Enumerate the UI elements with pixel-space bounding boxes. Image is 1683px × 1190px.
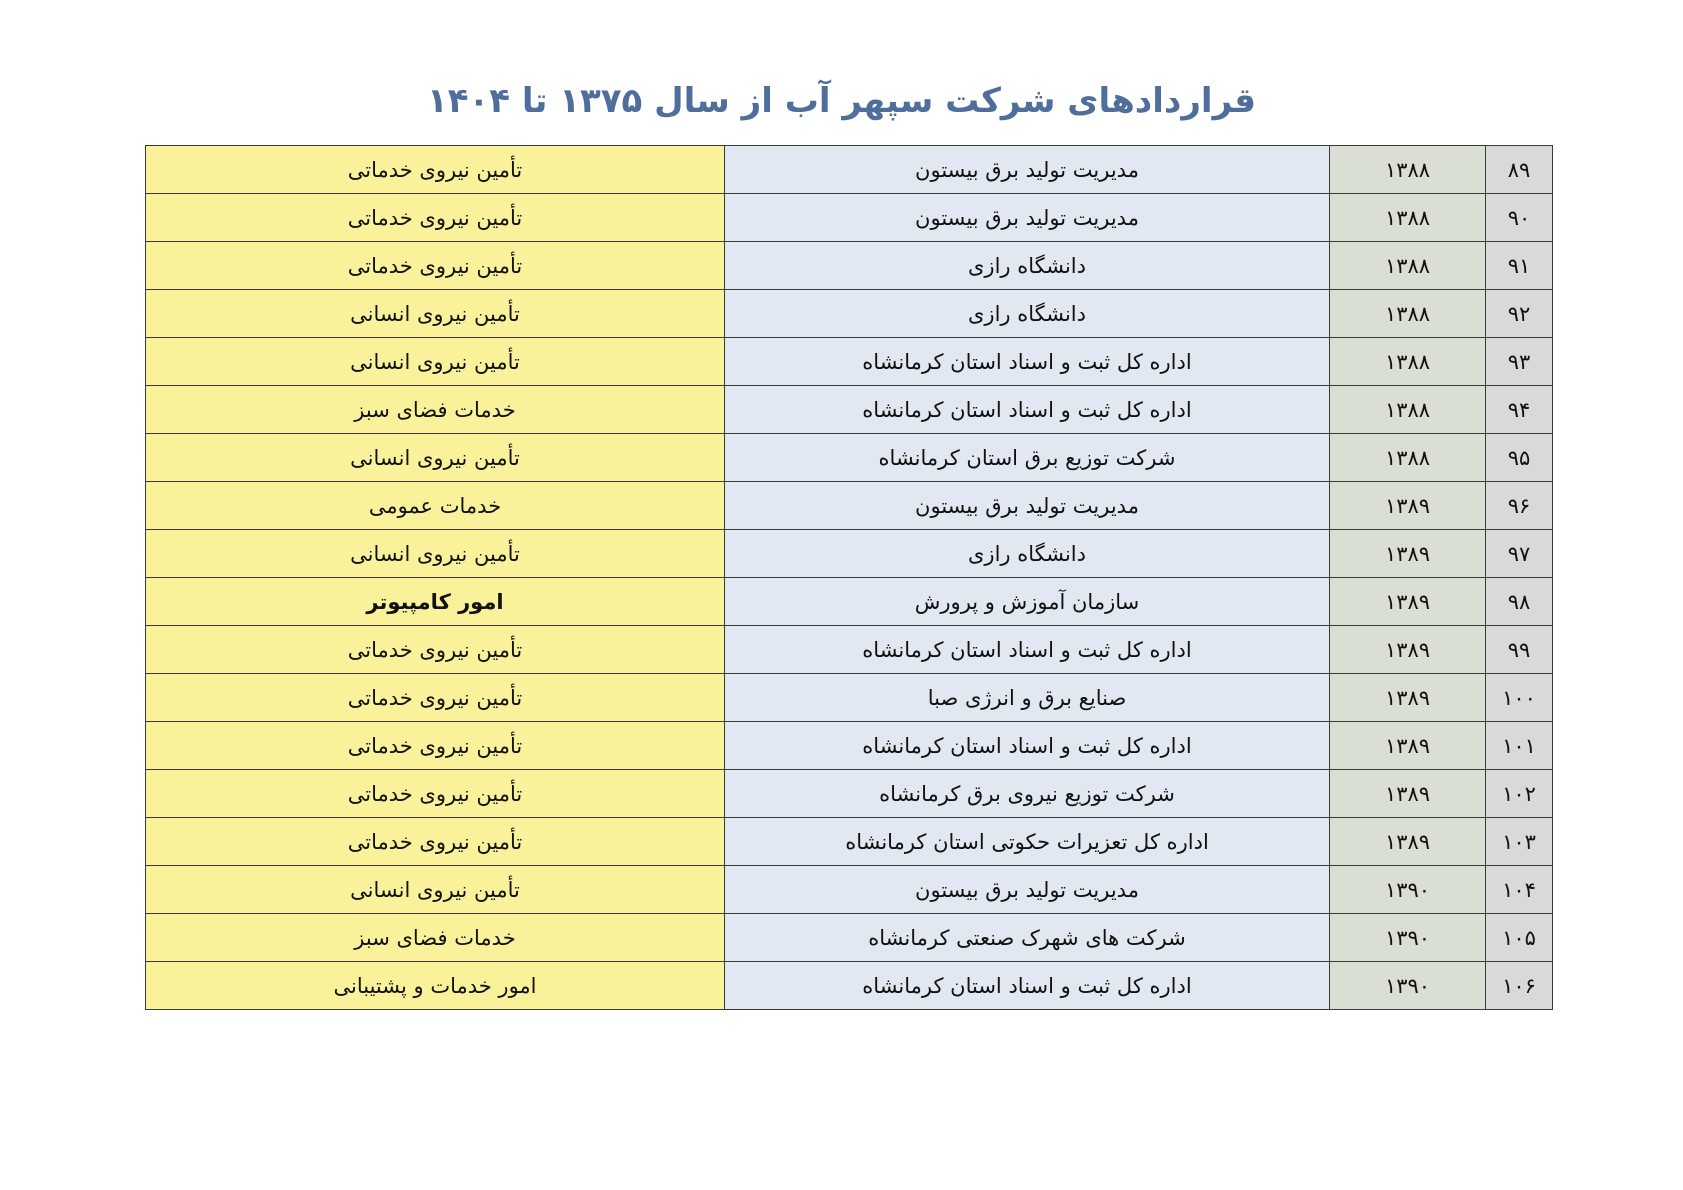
client-name: مدیریت تولید برق بیستون — [725, 194, 1330, 242]
contract-year: ۱۳۸۸ — [1330, 290, 1486, 338]
row-number: ۱۰۰ — [1486, 674, 1553, 722]
service-type: خدمات عمومی — [146, 482, 725, 530]
service-type: امور خدمات و پشتیبانی — [146, 962, 725, 1010]
row-number: ۱۰۶ — [1486, 962, 1553, 1010]
client-name: اداره کل ثبت و اسناد استان کرمانشاه — [725, 722, 1330, 770]
table-row — [146, 578, 1553, 626]
contract-year: ۱۳۹۰ — [1330, 914, 1486, 962]
table-row — [146, 914, 1553, 962]
contract-year: ۱۳۸۸ — [1330, 242, 1486, 290]
service-type: تأمین نیروی خدماتی — [146, 242, 725, 290]
client-name: دانشگاه رازی — [725, 242, 1330, 290]
contract-year: ۱۳۸۹ — [1330, 770, 1486, 818]
client-name: مدیریت تولید برق بیستون — [725, 866, 1330, 914]
table-row — [146, 626, 1553, 674]
row-number: ۱۰۴ — [1486, 866, 1553, 914]
row-number: ۱۰۲ — [1486, 770, 1553, 818]
client-name: دانشگاه رازی — [725, 290, 1330, 338]
contracts-table — [145, 145, 1553, 1010]
table-row — [146, 722, 1553, 770]
contract-year: ۱۳۸۸ — [1330, 194, 1486, 242]
contract-year: ۱۳۹۰ — [1330, 866, 1486, 914]
row-number: ۹۰ — [1486, 194, 1553, 242]
client-name: شرکت توزیع نیروی برق کرمانشاه — [725, 770, 1330, 818]
service-type: تأمین نیروی انسانی — [146, 290, 725, 338]
table-row — [146, 146, 1553, 194]
service-type: تأمین نیروی انسانی — [146, 434, 725, 482]
client-name: مدیریت تولید برق بیستون — [725, 146, 1330, 194]
row-number: ۹۵ — [1486, 434, 1553, 482]
row-number: ۱۰۵ — [1486, 914, 1553, 962]
table-row — [146, 482, 1553, 530]
table-row — [146, 290, 1553, 338]
contract-year: ۱۳۸۹ — [1330, 626, 1486, 674]
table-row — [146, 866, 1553, 914]
row-number: ۹۷ — [1486, 530, 1553, 578]
table-row — [146, 434, 1553, 482]
row-number: ۹۹ — [1486, 626, 1553, 674]
client-name: اداره کل ثبت و اسناد استان کرمانشاه — [725, 626, 1330, 674]
client-name: سازمان آموزش و پرورش — [725, 578, 1330, 626]
contract-year: ۱۳۸۹ — [1330, 674, 1486, 722]
client-name: دانشگاه رازی — [725, 530, 1330, 578]
row-number: ۹۸ — [1486, 578, 1553, 626]
client-name: مدیریت تولید برق بیستون — [725, 482, 1330, 530]
table-row — [146, 194, 1553, 242]
contract-year: ۱۳۹۰ — [1330, 962, 1486, 1010]
row-number: ۱۰۱ — [1486, 722, 1553, 770]
table-row — [146, 386, 1553, 434]
service-type: تأمین نیروی خدماتی — [146, 146, 725, 194]
table-row — [146, 962, 1553, 1010]
client-name: صنایع برق و انرژی صبا — [725, 674, 1330, 722]
service-type: خدمات فضای سبز — [146, 914, 725, 962]
row-number: ۱۰۳ — [1486, 818, 1553, 866]
table-row — [146, 242, 1553, 290]
service-type: امور کامپیوتر — [146, 578, 725, 626]
row-number: ۹۶ — [1486, 482, 1553, 530]
contract-year: ۱۳۸۹ — [1330, 578, 1486, 626]
contract-year: ۱۳۸۹ — [1330, 482, 1486, 530]
client-name: اداره کل ثبت و اسناد استان کرمانشاه — [725, 386, 1330, 434]
contract-year: ۱۳۸۹ — [1330, 722, 1486, 770]
client-name: اداره کل ثبت و اسناد استان کرمانشاه — [725, 338, 1330, 386]
row-number: ۹۲ — [1486, 290, 1553, 338]
service-type: تأمین نیروی خدماتی — [146, 674, 725, 722]
contract-year: ۱۳۸۸ — [1330, 146, 1486, 194]
contract-year: ۱۳۸۸ — [1330, 386, 1486, 434]
table-row — [146, 674, 1553, 722]
service-type: تأمین نیروی انسانی — [146, 866, 725, 914]
contract-year: ۱۳۸۹ — [1330, 818, 1486, 866]
service-type: تأمین نیروی خدماتی — [146, 626, 725, 674]
service-type: تأمین نیروی خدماتی — [146, 722, 725, 770]
service-type: تأمین نیروی انسانی — [146, 530, 725, 578]
service-type: تأمین نیروی خدماتی — [146, 194, 725, 242]
table-row — [146, 338, 1553, 386]
client-name: شرکت های شهرک صنعتی کرمانشاه — [725, 914, 1330, 962]
service-type: تأمین نیروی انسانی — [146, 338, 725, 386]
row-number: ۹۱ — [1486, 242, 1553, 290]
client-name: شرکت توزیع برق استان کرمانشاه — [725, 434, 1330, 482]
row-number: ۹۴ — [1486, 386, 1553, 434]
page-title: قراردادهای شرکت سپهر آب از سال ۱۳۷۵ تا ۱۴۰۴ — [427, 81, 1256, 121]
service-type: تأمین نیروی خدماتی — [146, 818, 725, 866]
table-row — [146, 530, 1553, 578]
contract-year: ۱۳۸۸ — [1330, 434, 1486, 482]
table-row — [146, 818, 1553, 866]
table-row — [146, 770, 1553, 818]
contract-year: ۱۳۸۹ — [1330, 530, 1486, 578]
client-name: اداره کل تعزیرات حکوتی استان کرمانشاه — [725, 818, 1330, 866]
client-name: اداره کل ثبت و اسناد استان کرمانشاه — [725, 962, 1330, 1010]
row-number: ۹۳ — [1486, 338, 1553, 386]
row-number: ۸۹ — [1486, 146, 1553, 194]
service-type: خدمات فضای سبز — [146, 386, 725, 434]
contract-year: ۱۳۸۸ — [1330, 338, 1486, 386]
service-type: تأمین نیروی خدماتی — [146, 770, 725, 818]
